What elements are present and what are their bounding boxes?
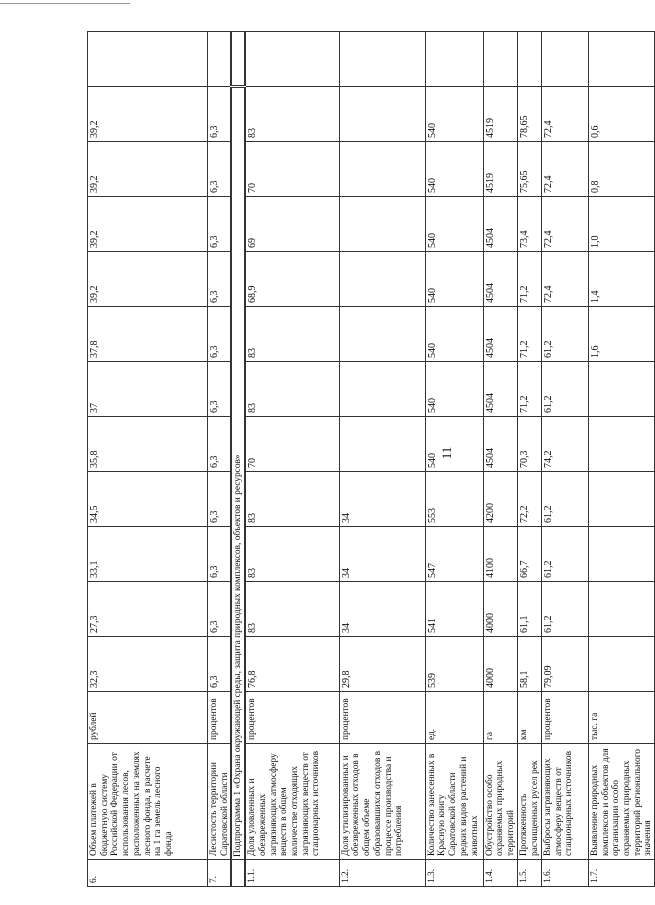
row-number: 6.	[88, 860, 208, 887]
value-cell: 6,3	[208, 417, 232, 472]
indicators-table	[87, 31, 655, 887]
value-cell: 4519	[483, 142, 517, 197]
value-cell: 61,2	[541, 472, 588, 527]
value-cell	[588, 417, 654, 472]
value-cell: 71,2	[517, 362, 541, 417]
page-number-text: 11	[439, 446, 454, 460]
empty-cell	[231, 32, 245, 87]
value-cell: 78,65	[517, 87, 541, 142]
value-cell: 61,2	[541, 527, 588, 582]
value-cell: 547	[425, 527, 483, 582]
value-cell: 61,2	[541, 307, 588, 362]
unit-cell: процентов	[245, 692, 339, 744]
value-cell: 540	[425, 417, 483, 472]
value-cell	[339, 252, 425, 307]
value-cell: 72,4	[541, 252, 588, 307]
header-rule	[0, 3, 130, 4]
value-cell	[339, 307, 425, 362]
unit-cell: ед.	[425, 692, 483, 744]
row-number: 1.4.	[483, 860, 517, 887]
value-cell: 35,8	[88, 417, 208, 472]
section-header-row	[231, 32, 245, 887]
value-cell: 4200	[483, 472, 517, 527]
value-cell: 539	[425, 637, 483, 692]
value-cell: 71,2	[517, 307, 541, 362]
value-cell: 37,8	[88, 307, 208, 362]
value-cell	[588, 527, 654, 582]
section-title: Подпрограмма 1 «Охрана окружающей среды, защита природных комплексов, объектов и ресурсов»	[231, 87, 245, 860]
value-cell: 540	[425, 252, 483, 307]
value-cell: 74,2	[541, 417, 588, 472]
value-cell: 541	[425, 582, 483, 637]
empty-cell	[245, 32, 339, 87]
value-cell: 83	[245, 527, 339, 582]
value-cell	[588, 582, 654, 637]
value-cell: 540	[425, 87, 483, 142]
value-cell: 4504	[483, 252, 517, 307]
value-cell: 6,3	[208, 637, 232, 692]
value-cell: 61,2	[541, 362, 588, 417]
value-cell: 37	[88, 362, 208, 417]
empty-cell	[339, 32, 425, 87]
unit-cell: км	[517, 692, 541, 744]
value-cell: 39,2	[88, 252, 208, 307]
value-cell: 540	[425, 142, 483, 197]
value-cell: 1,6	[588, 307, 654, 362]
row-number: 1.7.	[588, 860, 654, 887]
value-cell: 61,2	[541, 582, 588, 637]
table-row	[517, 32, 541, 887]
value-cell	[588, 362, 654, 417]
value-cell	[339, 362, 425, 417]
value-cell: 83	[245, 582, 339, 637]
value-cell: 6,3	[208, 142, 232, 197]
value-cell: 70	[245, 417, 339, 472]
row-number: 1.1.	[245, 860, 339, 887]
indicator-name: Доля уловленных и обезвреженных загрязняющих атмосферу веществ в общем количестве отходящих загрязняющих веществ от стационарных источников	[245, 744, 339, 860]
value-cell: 6,3	[208, 252, 232, 307]
value-cell: 76,8	[245, 637, 339, 692]
value-cell	[588, 637, 654, 692]
value-cell: 6,3	[208, 472, 232, 527]
value-cell: 70	[245, 142, 339, 197]
row-number: 1.6.	[541, 860, 588, 887]
empty-cell	[208, 32, 232, 87]
indicator-name: Количество занесенных в Красную книгу Саратовской области редких видов растений и животных	[425, 744, 483, 860]
empty-cell	[483, 32, 517, 87]
value-cell: 34	[339, 472, 425, 527]
value-cell: 6,3	[208, 362, 232, 417]
value-cell: 83	[245, 87, 339, 142]
indicator-name: Обустройство особо охраняемых природных территорий	[483, 744, 517, 860]
table-row	[541, 32, 588, 887]
row-number: 1.3.	[425, 860, 483, 887]
value-cell: 58,1	[517, 637, 541, 692]
value-cell: 34	[339, 582, 425, 637]
empty-cell	[88, 32, 208, 87]
value-cell: 1,0	[588, 197, 654, 252]
indicator-name: Протяженность расчищенных русел рек	[517, 744, 541, 860]
value-cell: 79,09	[541, 637, 588, 692]
rotated-table-sheet	[87, 32, 654, 887]
value-cell: 32,3	[88, 637, 208, 692]
table-row	[88, 32, 208, 887]
value-cell: 72,4	[541, 197, 588, 252]
value-cell: 29,8	[339, 637, 425, 692]
value-cell: 71,2	[517, 252, 541, 307]
value-cell: 75,65	[517, 142, 541, 197]
value-cell: 553	[425, 472, 483, 527]
value-cell: 4000	[483, 637, 517, 692]
section-number-blank	[231, 860, 245, 887]
value-cell: 72,4	[541, 142, 588, 197]
value-cell: 540	[425, 362, 483, 417]
value-cell: 4100	[483, 527, 517, 582]
value-cell: 72,4	[541, 87, 588, 142]
unit-cell: процентов	[541, 692, 588, 744]
value-cell: 34	[339, 527, 425, 582]
value-cell: 39,2	[88, 142, 208, 197]
value-cell: 0,8	[588, 142, 654, 197]
value-cell: 72,2	[517, 472, 541, 527]
value-cell: 540	[425, 197, 483, 252]
unit-cell: га	[483, 692, 517, 744]
indicator-name: Лесистость территории Саратовской области	[208, 744, 232, 860]
value-cell	[339, 417, 425, 472]
value-cell: 6,3	[208, 582, 232, 637]
row-number: 1.2.	[339, 860, 425, 887]
value-cell	[339, 87, 425, 142]
indicator-name: Выбросы загрязняющих атмосферу веществ от стационарных источников	[541, 744, 588, 860]
value-cell: 4504	[483, 197, 517, 252]
value-cell: 70,3	[517, 417, 541, 472]
value-cell: 69	[245, 197, 339, 252]
value-cell: 34,5	[88, 472, 208, 527]
value-cell: 68,9	[245, 252, 339, 307]
indicator-name: Доля утилизированных и обезвреженных отходов в общем объеме образовавшихся отходов в процессе производства и потребления	[339, 744, 425, 860]
value-cell: 61,1	[517, 582, 541, 637]
value-cell: 6,3	[208, 87, 232, 142]
value-cell: 27,3	[88, 582, 208, 637]
unit-cell: тыс. га	[588, 692, 654, 744]
value-cell: 6,3	[208, 197, 232, 252]
row-number: 1.5.	[517, 860, 541, 887]
value-cell: 4504	[483, 362, 517, 417]
table-row	[425, 32, 483, 887]
value-cell: 4504	[483, 417, 517, 472]
indicator-name: Выявление природных комплексов и объектов для организации особо охраняемых природных территорий регионального значения	[588, 744, 654, 860]
empty-cell	[541, 32, 588, 87]
value-cell	[339, 142, 425, 197]
unit-cell: процентов	[339, 692, 425, 744]
table-row	[339, 32, 425, 887]
table-row	[483, 32, 517, 887]
empty-cell	[588, 32, 654, 87]
value-cell	[339, 197, 425, 252]
value-cell: 83	[245, 307, 339, 362]
value-cell: 0,6	[588, 87, 654, 142]
value-cell	[588, 472, 654, 527]
indicator-name: Объем платежей в бюджетную систему Российской Федерации от использования лесов, расположенных на землях лесного фонда, в расчете на 1 га земель лесного фонда	[88, 744, 208, 860]
empty-cell	[425, 32, 483, 87]
unit-cell: процентов	[208, 692, 232, 744]
value-cell: 4000	[483, 582, 517, 637]
row-number: 7.	[208, 860, 232, 887]
value-cell: 6,3	[208, 527, 232, 582]
value-cell: 39,2	[88, 197, 208, 252]
table-row	[245, 32, 339, 887]
value-cell: 83	[245, 472, 339, 527]
table-row	[208, 32, 232, 887]
value-cell: 73,4	[517, 197, 541, 252]
value-cell: 33,1	[88, 527, 208, 582]
value-cell: 66,7	[517, 527, 541, 582]
value-cell: 540	[425, 307, 483, 362]
value-cell: 39,2	[88, 87, 208, 142]
value-cell: 1,4	[588, 252, 654, 307]
empty-cell	[517, 32, 541, 87]
value-cell: 4504	[483, 307, 517, 362]
value-cell: 83	[245, 362, 339, 417]
unit-cell: рублей	[88, 692, 208, 744]
value-cell: 4519	[483, 87, 517, 142]
table-row	[588, 32, 654, 887]
value-cell: 6,3	[208, 307, 232, 362]
